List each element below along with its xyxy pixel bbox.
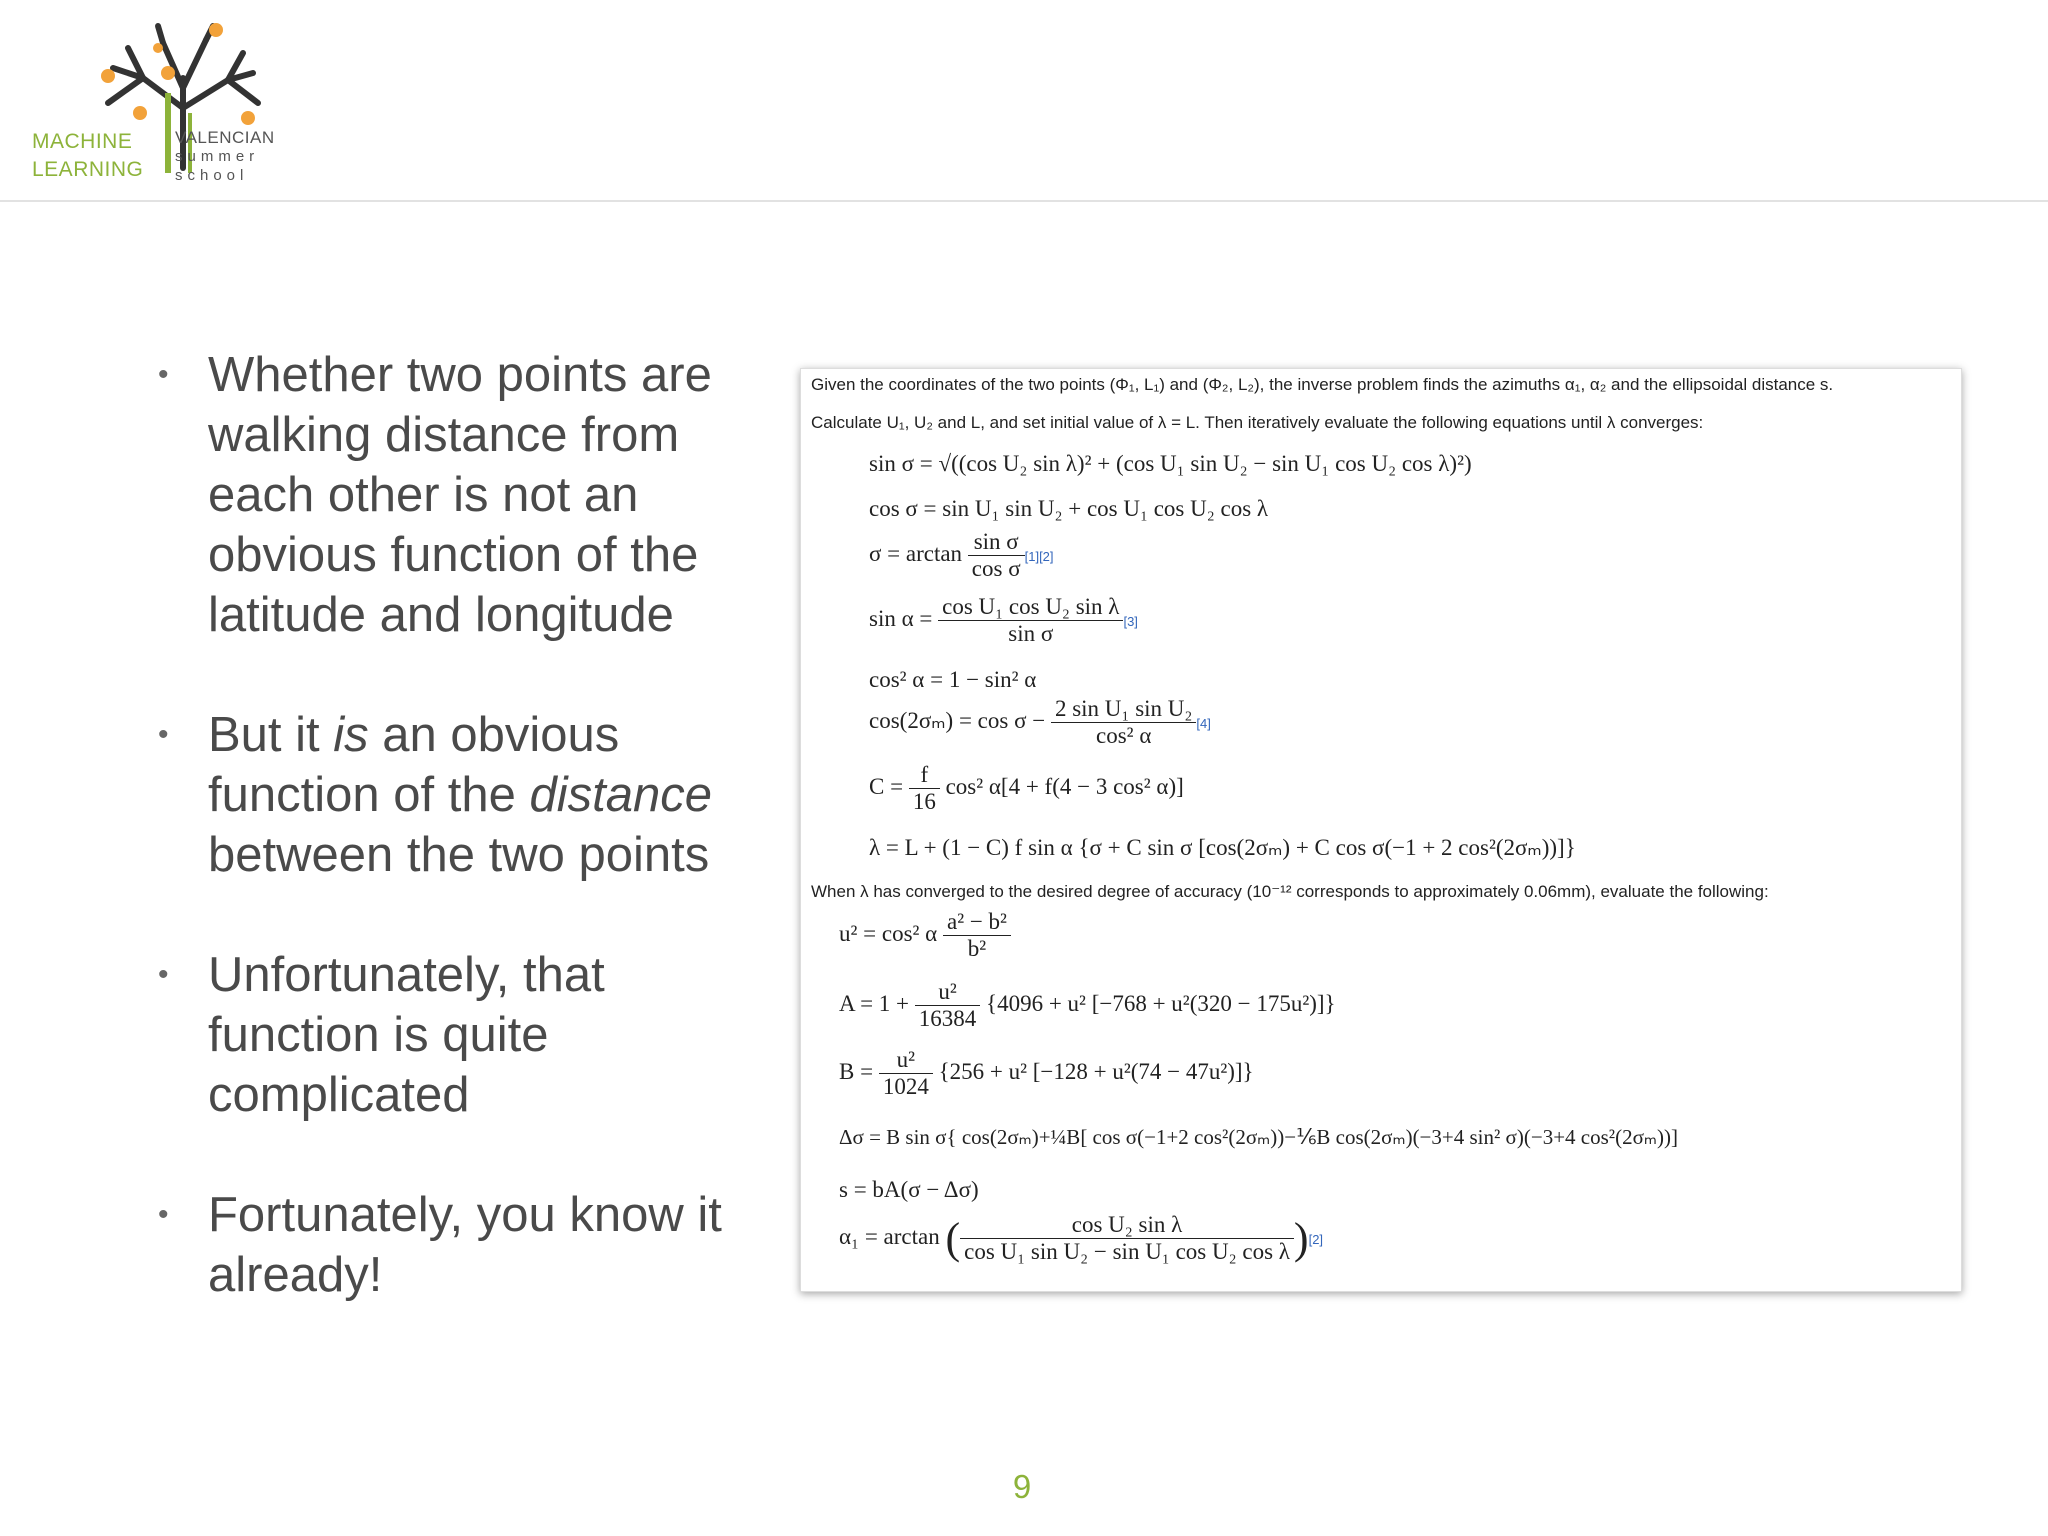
fraction <box>879 1047 933 1100</box>
bullet-item <box>150 1185 770 1305</box>
equation-cos-sigma: cos σ = sin U₁ sin U₂ + cos U₁ cos U₂ cos λ <box>869 496 1269 521</box>
bullet-text: Fortunately, you know it already! <box>208 1188 722 1302</box>
equation-lhs: A = 1 + <box>839 990 910 1016</box>
bullet-text-part: But it <box>208 708 334 762</box>
equation-sin-alpha <box>869 594 1138 647</box>
school-logo <box>28 18 288 188</box>
equation-rhs: cos² α[4 + f(4 − 3 cos² α)] <box>945 773 1184 799</box>
fraction-numerator: a² − b² <box>943 909 1011 936</box>
fraction <box>943 909 1011 962</box>
fraction-denominator: 16 <box>912 789 936 814</box>
bullet-item <box>150 945 770 1125</box>
fraction <box>960 1212 1294 1265</box>
bullet-dot-icon: • <box>158 1198 169 1231</box>
equation-cos2-alpha: cos² α = 1 − sin² α <box>869 667 1037 692</box>
equation-lhs: α₁ = arctan <box>839 1223 940 1249</box>
equation-A <box>839 979 1336 1032</box>
equation-sigma <box>869 529 1054 582</box>
bullet-item <box>150 345 770 645</box>
reference-link[interactable]: [1][2] <box>1024 548 1054 564</box>
left-paren: ( <box>945 1214 961 1263</box>
fraction-denominator: sin σ <box>1008 621 1054 646</box>
bullet-dot-icon: • <box>158 718 169 751</box>
fraction <box>915 979 981 1032</box>
equation-delta-sigma: Δσ = B sin σ{ cos(2σₘ)+¼B[ cos σ(−1+2 cos²(2σₘ))−⅙B cos(2σₘ)(−3+4 sin² σ)(−3+4 cos²(2σₘ))] <box>839 1125 1678 1149</box>
reference-link[interactable]: [4] <box>1196 715 1211 731</box>
equation-u-squared <box>839 909 1011 962</box>
equation-rhs: {256 + u² [−128 + u²(74 − 47u²)]} <box>938 1058 1254 1084</box>
bullet-emphasis: is <box>333 708 369 762</box>
formula-intro-text-2: Calculate U₁, U₂ and L, and set initial value of λ = L. Then iteratively evaluate the following equations until λ converges: <box>811 413 1704 432</box>
logo-text-school: school <box>175 167 249 184</box>
fraction-numerator: 2 sin U₁ sin U₂ <box>1051 696 1196 723</box>
equation-lhs: C = <box>869 773 904 799</box>
bullet-text-part: an obvious function of the <box>208 708 620 822</box>
fraction-numerator: f <box>909 762 940 789</box>
bullet-list <box>150 345 770 1365</box>
fraction-numerator: cos U₁ cos U₂ sin λ <box>938 594 1123 621</box>
vincenty-formula-image <box>800 368 1962 1292</box>
bullet-text <box>208 708 712 882</box>
slide-header <box>0 0 2048 202</box>
equation-lhs: cos(2σₘ) = cos σ − <box>869 707 1046 733</box>
fraction-denominator: cos U₁ sin U₂ − sin U₁ cos U₂ cos λ <box>964 1239 1290 1264</box>
fraction-numerator: u² <box>879 1047 933 1074</box>
fraction-numerator: sin σ <box>968 529 1025 556</box>
equation-lambda: λ = L + (1 − C) f sin α {σ + C sin σ [cos(2σₘ) + C cos σ(−1 + 2 cos²(2σₘ))]} <box>869 835 1576 860</box>
equation-B <box>839 1047 1254 1100</box>
fraction-denominator: 1024 <box>882 1074 929 1099</box>
equation-cos-2sigma-m <box>869 696 1211 749</box>
formula-mid-text: When λ has converged to the desired degree of accuracy (10⁻¹² corresponds to approximately 0.06mm), evaluate the following: <box>811 882 1769 901</box>
equation-lhs: B = <box>839 1058 874 1084</box>
fraction <box>1051 696 1196 749</box>
fraction-numerator: cos U₂ sin λ <box>960 1212 1294 1239</box>
logo-text-machine: MACHINE <box>32 130 133 153</box>
equation-lhs: u² = cos² α <box>839 920 938 946</box>
fraction-numerator: u² <box>915 979 981 1006</box>
fraction-denominator: cos² α <box>1096 723 1152 748</box>
fraction-denominator: cos σ <box>971 556 1021 581</box>
logo-text-learning: LEARNING <box>32 158 144 181</box>
reference-link[interactable]: [3] <box>1123 613 1138 629</box>
logo-valencian-text <box>175 128 275 185</box>
bullet-emphasis: distance <box>529 768 712 822</box>
logo-text-valencian: VALENCIAN <box>175 128 275 147</box>
equation-alpha1 <box>839 1212 1323 1265</box>
equation-sin-sigma: sin σ = √((cos U₂ sin λ)² + (cos U₁ sin U₂ − sin U₁ cos U₂ cos λ)²) <box>869 451 1472 476</box>
page-number: 9 <box>1012 1468 1032 1505</box>
equation-s: s = bA(σ − Δσ) <box>839 1177 979 1202</box>
fraction <box>938 594 1123 647</box>
bullet-text-part: between the two points <box>208 828 710 882</box>
right-paren: ) <box>1293 1214 1309 1263</box>
fraction <box>909 762 940 815</box>
bullet-item <box>150 705 770 885</box>
equation-rhs: {4096 + u² [−768 + u²(320 − 175u²)]} <box>986 990 1336 1016</box>
bullet-dot-icon: • <box>158 958 169 991</box>
logo-machine-learning-text <box>32 128 143 184</box>
equation-lhs: σ = arctan <box>869 540 963 566</box>
bullet-dot-icon: • <box>158 358 169 391</box>
reference-link[interactable]: [2] <box>1308 1231 1324 1247</box>
logo-text-summer: summer <box>175 148 260 165</box>
fraction-denominator: 16384 <box>918 1006 977 1031</box>
bullet-text: Whether two points are walking distance from each other is not an obvious function of the latitude and longitude <box>208 348 712 642</box>
equation-C <box>869 762 1184 815</box>
bullet-text: Unfortunately, that function is quite complicated <box>208 948 605 1122</box>
formula-intro-text: Given the coordinates of the two points (Φ₁, L₁) and (Φ₂, L₂), the inverse problem finds the azimuths α₁, α₂ and the ellipsoidal distance s. <box>811 375 1834 394</box>
fraction <box>968 529 1025 582</box>
fraction-denominator: b² <box>967 936 987 961</box>
equation-lhs: sin α = <box>869 605 933 631</box>
